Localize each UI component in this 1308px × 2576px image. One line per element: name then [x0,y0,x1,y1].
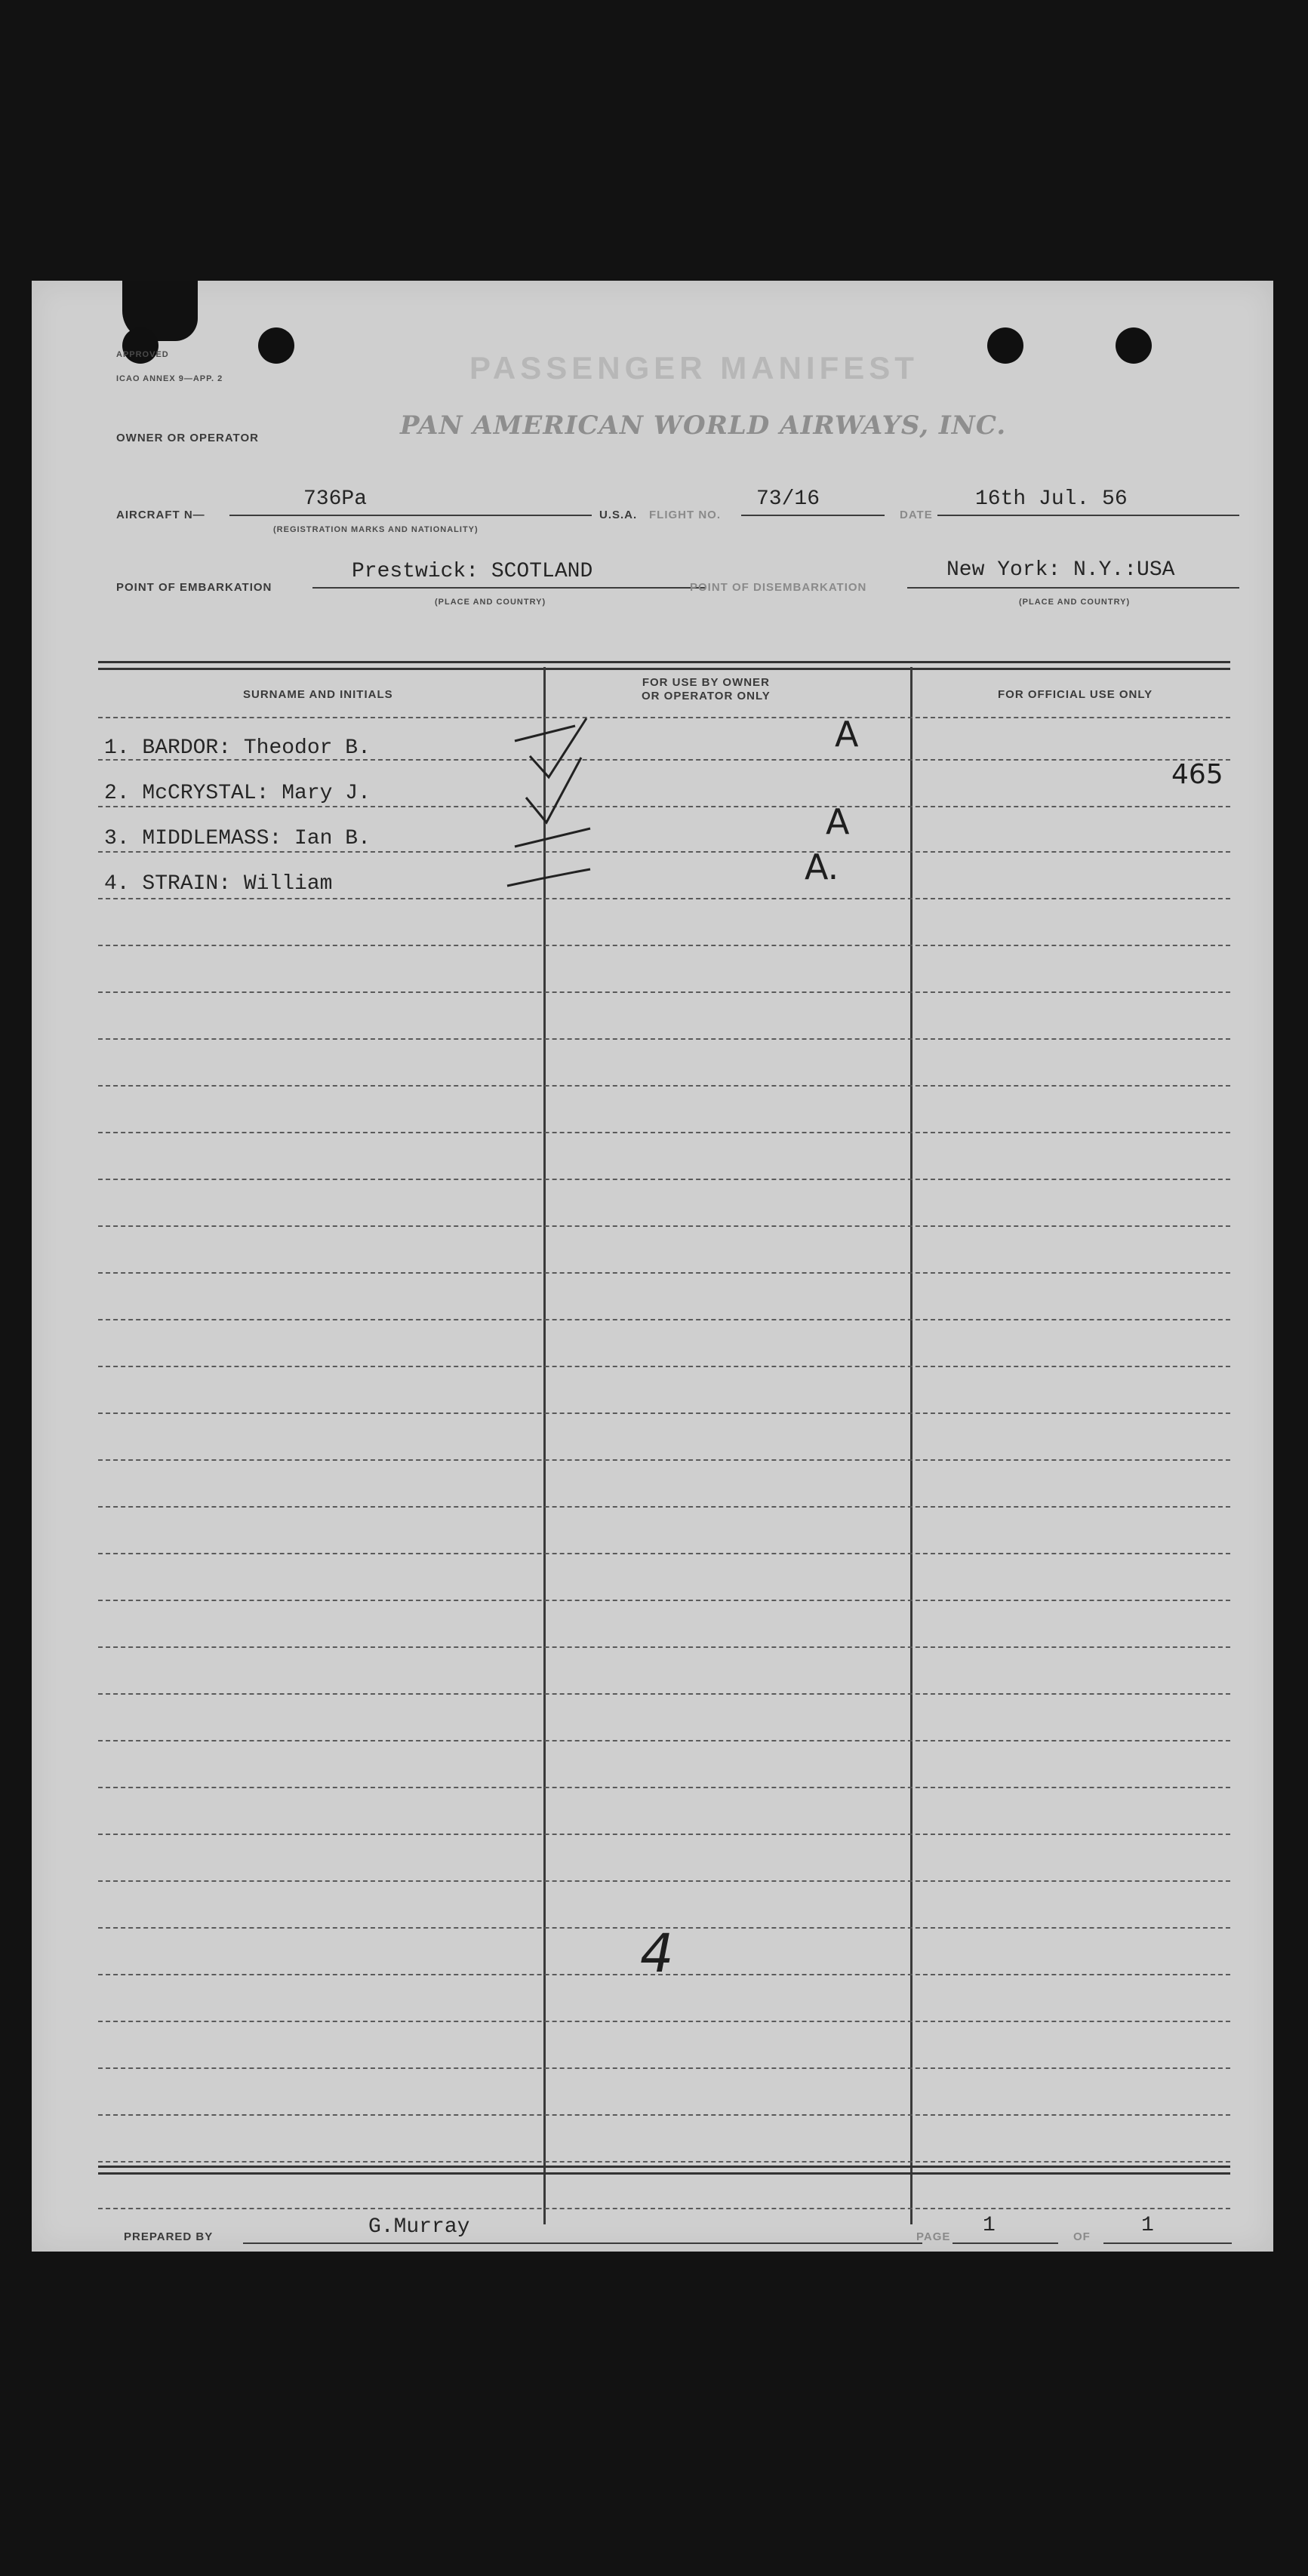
punch-hole [258,327,294,364]
approval-note: APPROVED [116,350,169,359]
row-line [98,1225,1230,1227]
row-line [98,1506,1230,1508]
document-title: PASSENGER MANIFEST [469,350,919,386]
icao-annex: ICAO ANNEX 9—APP. 2 [116,374,223,383]
flight-date: 16th Jul. 56 [975,487,1128,511]
row-line [98,991,1230,993]
embarkation-value: Prestwick: SCOTLAND [352,560,593,583]
column-divider [543,667,546,2224]
row-line [98,898,1230,899]
page-total: 1 [1141,2214,1154,2237]
row-line [98,1272,1230,1274]
operator-name: PAN AMERICAN WORLD AIRWAYS, INC. [400,410,1007,441]
row-line [98,1880,1230,1882]
row-line [98,717,1230,718]
row-line [98,2114,1230,2116]
prepared-by: G.Murray [368,2215,470,2239]
handwritten-mark: A. [805,847,839,887]
row-line [98,1132,1230,1133]
aircraft-label: AIRCRAFT N— [116,509,205,521]
disembarkation-label: POINT OF DISEMBARKATION [690,581,867,594]
table-bottom-rule [98,2166,1230,2175]
row-line [98,1740,1230,1741]
row-line [98,1600,1230,1601]
usa-label: U.S.A. [599,509,638,521]
handwritten-mark: A [826,801,850,842]
aircraft-value: 736Pa [303,487,368,511]
handwritten-number: 465 [1171,759,1223,790]
underline [312,587,705,589]
check-marks [492,711,613,892]
passenger-row: 2. McCRYSTAL: Mary J. [104,782,371,805]
row-line [98,1038,1230,1040]
underline [1103,2242,1232,2244]
handwritten-mark: A [835,714,859,755]
column-divider [910,667,913,2224]
row-line [98,2161,1230,2163]
row-line [98,1179,1230,1180]
underline [907,587,1239,589]
row-line [98,851,1230,853]
row-line [98,1834,1230,1835]
passenger-row: 4. STRAIN: William [104,872,333,896]
owner-label: OWNER OR OPERATOR [116,432,259,444]
row-line [98,2208,1230,2209]
table-top-rule [98,661,1230,670]
underline [229,515,592,516]
underline [937,515,1239,516]
passenger-row: 1. BARDOR: Theodor B. [104,736,371,760]
row-line [98,1553,1230,1554]
row-line [98,1693,1230,1695]
punch-hole [987,327,1023,364]
row-line [98,1319,1230,1320]
flight-number: 73/16 [756,487,820,511]
place-caption-2: (PLACE AND COUNTRY) [1019,598,1131,607]
registration-caption: (REGISTRATION MARKS AND NATIONALITY) [273,525,479,534]
underline [953,2242,1058,2244]
disembarkation-value: New York: N.Y.:USA [946,558,1175,582]
underline [243,2242,922,2244]
flight-label: FLIGHT NO. [649,509,721,521]
row-line [98,945,1230,946]
col-header-official: FOR OFFICIAL USE ONLY [998,688,1153,701]
row-line [98,1366,1230,1367]
handwritten-total: 4 [640,1923,674,1984]
passenger-row: 3. MIDDLEMASS: Ian B. [104,827,371,850]
prepared-label: PREPARED BY [124,2230,214,2243]
row-line [98,1412,1230,1414]
col-header-owner: FOR USE BY OWNER OR OPERATOR ONLY [642,676,771,702]
row-line [98,1787,1230,1788]
col-header-surname: SURNAME AND INITIALS [243,688,393,701]
row-line [98,2067,1230,2069]
page-label: PAGE [916,2230,951,2243]
of-label: OF [1073,2230,1091,2243]
row-line [98,1085,1230,1087]
date-label: DATE [900,509,933,521]
page-number: 1 [983,2214,996,2237]
row-line [98,1646,1230,1648]
embarkation-label: POINT OF EMBARKATION [116,581,272,594]
punch-hole [1116,327,1152,364]
row-line [98,1459,1230,1461]
underline [741,515,885,516]
row-line [98,806,1230,807]
row-line [98,2021,1230,2022]
place-caption-1: (PLACE AND COUNTRY) [435,598,546,607]
manifest-sheet [32,281,1273,2252]
